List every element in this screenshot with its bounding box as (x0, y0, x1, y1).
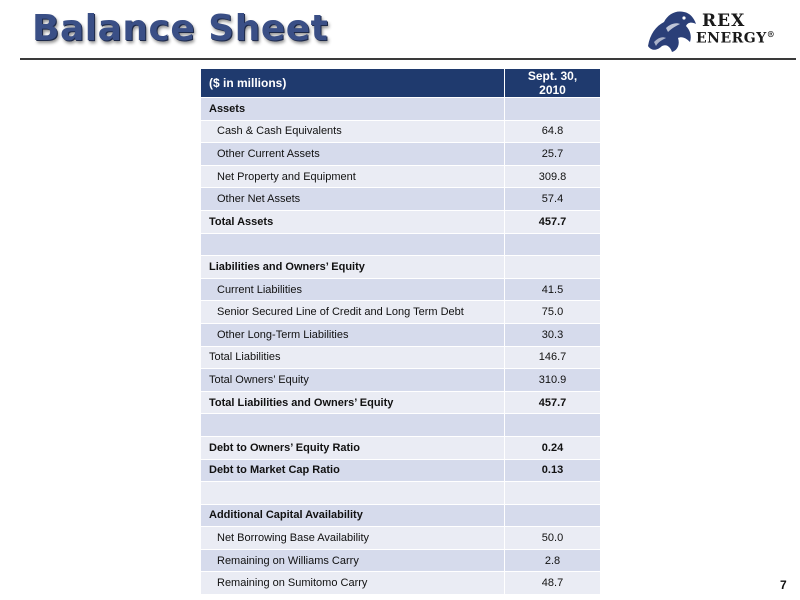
table-row (201, 256, 601, 279)
table-row (201, 482, 601, 505)
table-row (201, 301, 601, 324)
row-value (505, 482, 601, 505)
row-label: Senior Secured Line of Credit and Long Term Debt (201, 301, 505, 324)
row-value: 64.8 (505, 120, 601, 143)
row-label: Debt to Owners’ Equity Ratio (201, 436, 505, 459)
table-row (201, 504, 601, 527)
row-value (505, 233, 601, 256)
row-value: 48.7 (505, 572, 601, 595)
row-value: 57.4 (505, 188, 601, 211)
row-value: 41.5 (505, 278, 601, 301)
table-row (201, 414, 601, 437)
logo-text-energy: ENERGY® (696, 29, 776, 47)
table-row (201, 369, 601, 392)
row-value (505, 98, 601, 121)
row-label: Net Borrowing Base Availability (201, 527, 505, 550)
row-value: 25.7 (505, 143, 601, 166)
table-row (201, 391, 601, 414)
row-label: Total Assets (201, 210, 505, 233)
row-label: Total Liabilities and Owners’ Equity (201, 391, 505, 414)
row-label: Net Property and Equipment (201, 165, 505, 188)
row-value: 457.7 (505, 210, 601, 233)
balance-sheet-table-container (200, 68, 600, 595)
row-value: 310.9 (505, 369, 601, 392)
table-header-row (201, 69, 601, 98)
balance-sheet-table (200, 68, 601, 595)
table-row (201, 188, 601, 211)
table-row (201, 459, 601, 482)
row-label (201, 233, 505, 256)
dinosaur-logo-icon (644, 6, 700, 54)
row-label: Total Liabilities (201, 346, 505, 369)
table-row (201, 165, 601, 188)
page-title: Balance Sheet (32, 8, 329, 49)
table-row (201, 527, 601, 550)
table-row (201, 143, 601, 166)
header-label: ($ in millions) (201, 69, 505, 98)
row-label: Cash & Cash Equivalents (201, 120, 505, 143)
title-divider (20, 58, 796, 60)
table-row (201, 233, 601, 256)
row-label: Other Current Assets (201, 143, 505, 166)
table-row (201, 346, 601, 369)
row-label: Remaining on Williams Carry (201, 549, 505, 572)
row-label (201, 414, 505, 437)
row-value (505, 504, 601, 527)
table-row (201, 436, 601, 459)
row-value: 2.8 (505, 549, 601, 572)
row-label: Current Liabilities (201, 278, 505, 301)
row-value (505, 414, 601, 437)
row-label: Assets (201, 98, 505, 121)
table-row (201, 572, 601, 595)
table-row (201, 120, 601, 143)
table-row (201, 549, 601, 572)
row-label: Other Long-Term Liabilities (201, 323, 505, 346)
row-label (201, 482, 505, 505)
row-value: 0.13 (505, 459, 601, 482)
row-value: 309.8 (505, 165, 601, 188)
page-number: 7 (780, 578, 787, 592)
row-label: Liabilities and Owners’ Equity (201, 256, 505, 279)
table-row (201, 278, 601, 301)
row-value: 146.7 (505, 346, 601, 369)
row-label: Remaining on Sumitomo Carry (201, 572, 505, 595)
row-label: Debt to Market Cap Ratio (201, 459, 505, 482)
table-row (201, 98, 601, 121)
table-row (201, 323, 601, 346)
table-body (201, 98, 601, 595)
row-value: 50.0 (505, 527, 601, 550)
row-value: 30.3 (505, 323, 601, 346)
row-label: Additional Capital Availability (201, 504, 505, 527)
row-value: 0.24 (505, 436, 601, 459)
row-value (505, 256, 601, 279)
row-value: 457.7 (505, 391, 601, 414)
row-value: 75.0 (505, 301, 601, 324)
logo-text-rex: REX (702, 11, 746, 31)
table-row (201, 210, 601, 233)
company-logo (644, 6, 794, 56)
row-label: Total Owners’ Equity (201, 369, 505, 392)
row-label: Other Net Assets (201, 188, 505, 211)
header-date: Sept. 30, 2010 (505, 69, 601, 98)
